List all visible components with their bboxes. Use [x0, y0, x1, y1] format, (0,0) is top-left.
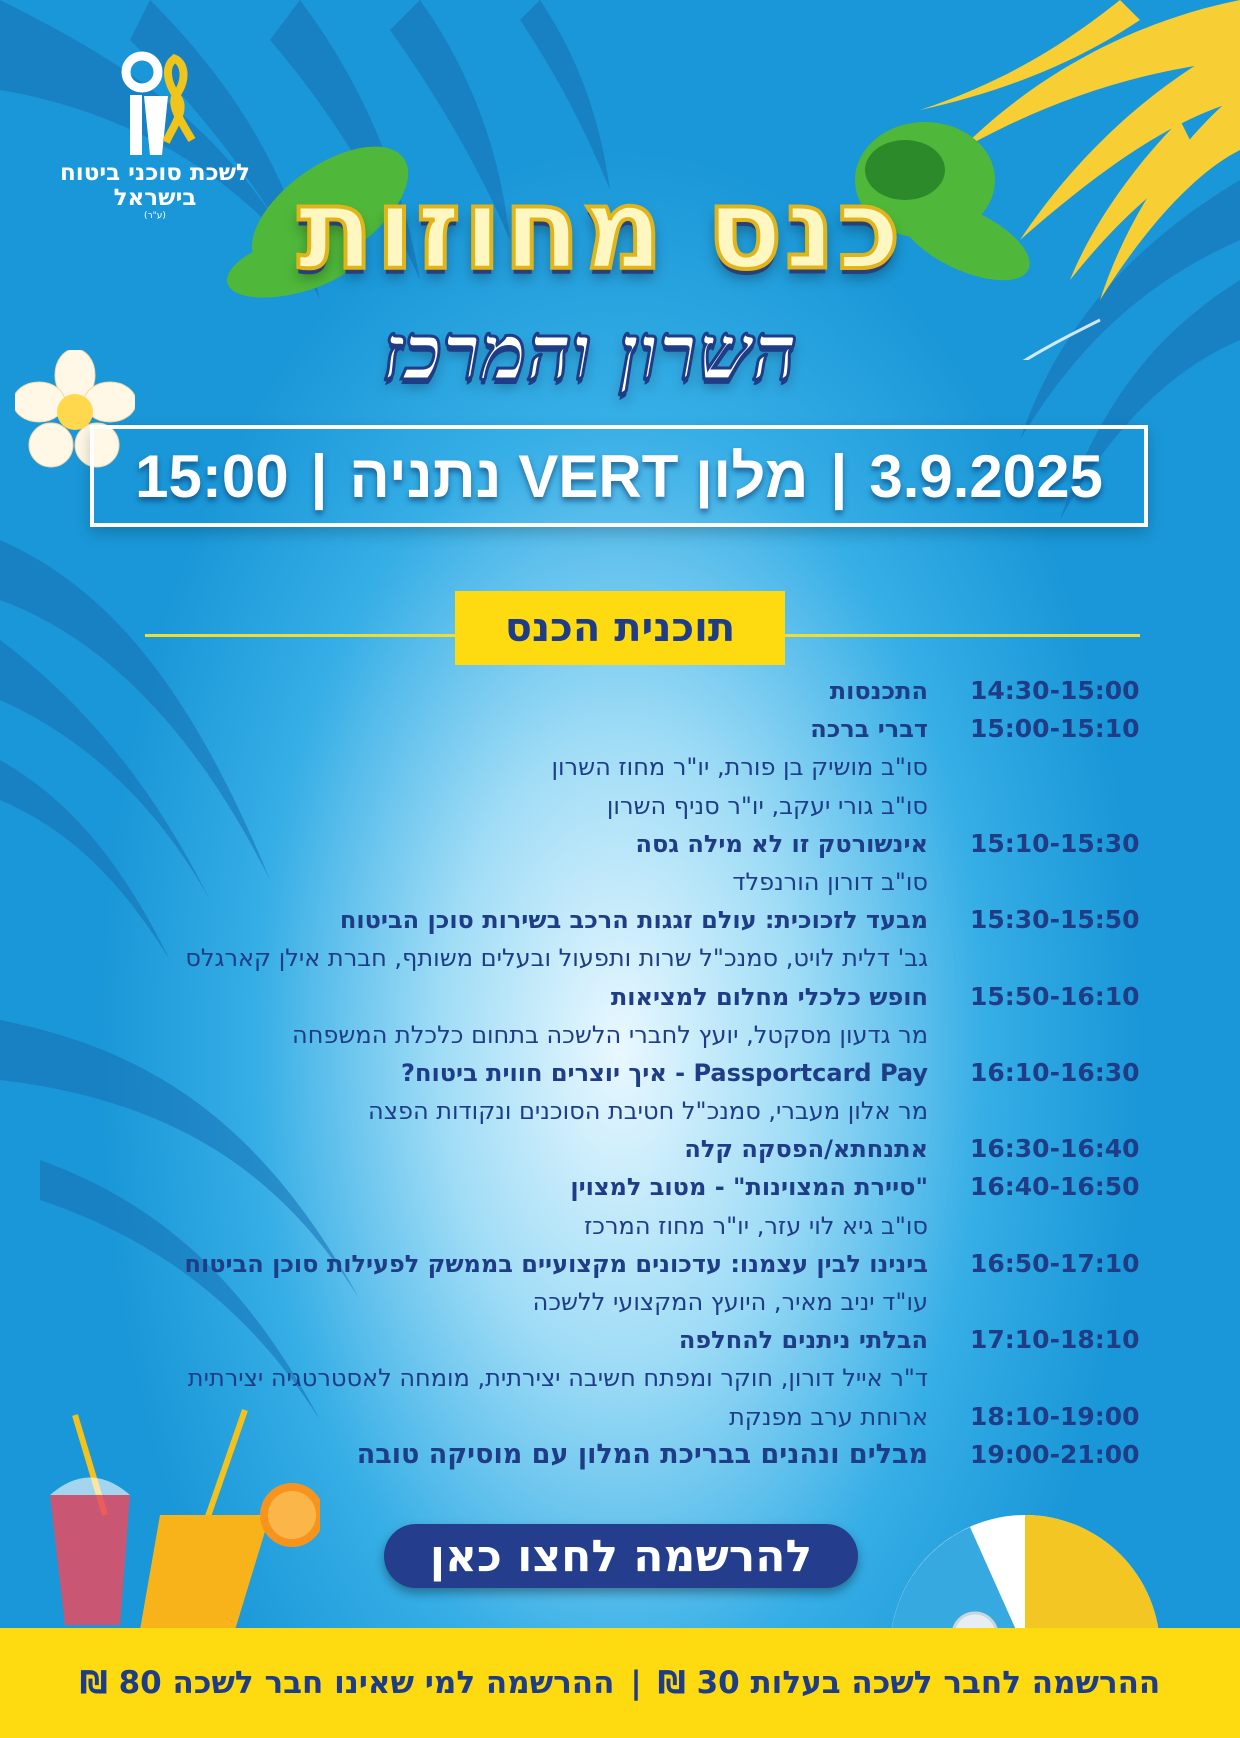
schedule-row [80, 1016, 1135, 1054]
schedule-item: "סיירת המצוינות" - מטוב למצוין [570, 1173, 928, 1202]
schedule-row [80, 1359, 1135, 1397]
schedule-row [80, 672, 1140, 710]
schedule-time: 16:50-17:10 [970, 1248, 1140, 1278]
conference-title: כנס מחוזות [297, 165, 903, 295]
schedule-item: מבלים ונהנים בבריכת המלון עם מוסיקה טובה [356, 1438, 928, 1470]
schedule-item: התכנסות [829, 677, 928, 705]
schedule-time: 18:10-19:00 [970, 1401, 1140, 1431]
footer-divider: | [630, 1665, 642, 1701]
schedule-time: 14:30-15:00 [970, 676, 1140, 705]
schedule-time: 16:30-16:40 [970, 1134, 1140, 1164]
event-time: 15:00 [135, 442, 289, 510]
schedule-item: דברי ברכה [810, 715, 928, 744]
program-schedule [80, 672, 1140, 1474]
schedule-item: Passportcard Pay - איך יוצרים חווית ביטוח? [401, 1058, 928, 1087]
schedule-row [80, 1207, 1135, 1245]
pricing-footer [0, 1628, 1240, 1738]
schedule-row [80, 1130, 1140, 1168]
logo-text-line2: בישראל [113, 185, 197, 211]
schedule-row [80, 825, 1140, 863]
schedule-row [80, 1092, 1135, 1130]
event-separator: | [830, 442, 848, 510]
logo-registered-mark: (ע"ר) [144, 211, 166, 221]
schedule-item: אינשורטק זו לא מילה גסה [635, 829, 928, 858]
schedule-row [80, 1398, 1140, 1436]
schedule-speaker: סו"ב דורון הורנפלד [732, 867, 928, 896]
schedule-item: מבעד לזכוכית: עולם זגגות הרכב בשירות סוכן הביטוח [339, 906, 928, 935]
schedule-row [80, 787, 1135, 825]
schedule-row [80, 1245, 1140, 1283]
schedule-item: ארוחת ערב מפנקת [729, 1402, 928, 1431]
schedule-item: אתנחתא/הפסקה קלה [684, 1135, 928, 1164]
schedule-speaker: סו"ב גיא לוי עזר, יו"ר מחוז המרכז [583, 1211, 928, 1240]
member-price: ההרשמה לחבר לשכה בעלות 30 ₪ [657, 1665, 1161, 1701]
conference-subtitle: השרון והמרכז [382, 307, 798, 398]
schedule-row [80, 978, 1140, 1016]
association-logo [60, 50, 250, 222]
schedule-time: 15:10-15:30 [970, 828, 1140, 858]
logo-text-line1: לשכת סוכני ביטוח [60, 160, 250, 186]
logo-mark-icon [110, 50, 200, 160]
schedule-row [80, 1168, 1140, 1206]
program-header: תוכנית הכנס [455, 591, 785, 665]
schedule-item: חופש כלכלי מחלום למציאות [610, 982, 928, 1011]
schedule-row [80, 1321, 1140, 1359]
schedule-speaker: סו"ב מושיק בן פורת, יו"ר מחוז השרון [551, 753, 928, 782]
schedule-row [80, 1283, 1135, 1321]
schedule-row [80, 901, 1140, 939]
schedule-speaker: גב' דלית לויט, סמנכ"ל שרות ותפעול ובעלים משותף, חברת אילן קארגלס [185, 944, 928, 973]
schedule-time: 16:10-16:30 [970, 1057, 1140, 1087]
schedule-speaker: ד"ר אייל דורון, חוקר ומפתח חשיבה יצירתית, מומחה לאסטרטגיה יצירתית [187, 1364, 928, 1393]
event-venue: מלון VERT נתניה [349, 442, 809, 510]
event-details-box [90, 425, 1148, 527]
schedule-row [80, 1054, 1140, 1092]
schedule-speaker: עו"ד יניב מאיר, היועץ המקצועי ללשכה [532, 1288, 928, 1316]
schedule-speaker: מר אלון מעברי, סמנכ"ל חטיבת הסוכנים ונקודות הפצה [368, 1097, 928, 1126]
schedule-row [80, 939, 1135, 977]
schedule-time: 19:00-21:00 [970, 1439, 1140, 1469]
schedule-speaker: מר גדעון מסקטל, יועץ לחברי הלשכה בתחום כלכלת המשפחה [292, 1020, 928, 1049]
event-date: 3.9.2025 [869, 442, 1103, 510]
nonmember-price: ההרשמה למי שאינו חבר לשכה 80 ₪ [79, 1665, 615, 1701]
schedule-speaker: סו"ב גורי יעקב, יו"ר סניף השרון [606, 791, 928, 820]
event-separator: | [310, 442, 328, 510]
schedule-row [80, 748, 1135, 786]
schedule-row [80, 710, 1140, 748]
schedule-item: הבלתי ניתנים להחלפה [678, 1326, 928, 1355]
schedule-time: 17:10-18:10 [970, 1325, 1140, 1355]
schedule-row [80, 863, 1135, 901]
schedule-time: 15:00-15:10 [970, 714, 1140, 744]
register-button[interactable]: להרשמה לחצו כאן [384, 1524, 858, 1588]
schedule-time: 16:40-16:50 [970, 1172, 1140, 1202]
schedule-item: בינינו לבין עצמנו: עדכונים מקצועיים בממשק לפעילות סוכן הביטוח [184, 1249, 928, 1278]
schedule-time: 15:30-15:50 [970, 905, 1140, 935]
schedule-time: 15:50-16:10 [970, 981, 1140, 1011]
schedule-row [80, 1436, 1140, 1474]
